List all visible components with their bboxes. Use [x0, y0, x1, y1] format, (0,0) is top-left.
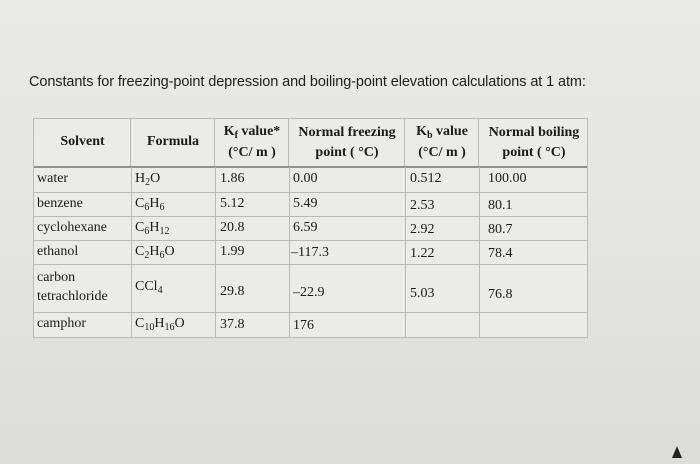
header-formula: Formula — [146, 134, 200, 149]
header-nbp-line1: Normal boiling — [488, 125, 580, 140]
table-row-freezing-point: –117.3 — [291, 245, 329, 260]
table-row-kf: 37.8 — [220, 317, 245, 332]
table-row-solvent: benzene — [37, 196, 83, 211]
table-row-solvent: ethanol — [37, 244, 79, 259]
header-kb-line2: (°C/ m ) — [418, 145, 466, 160]
table-row-kb: 1.22 — [410, 246, 435, 261]
table-row-solvent: carbon — [37, 270, 76, 285]
table-row-kf: 29.8 — [220, 284, 245, 299]
header-nfp-line1: Normal freezing — [298, 125, 396, 140]
table-row-boiling-point: 100.00 — [488, 171, 527, 186]
constants-table — [33, 118, 588, 338]
row-divider — [34, 312, 587, 313]
kb-symbol: K — [416, 124, 427, 139]
table-row-freezing-point: 0.00 — [293, 171, 318, 186]
table-row-kf: 5.12 — [220, 196, 245, 211]
table-row-formula: CCl$_4$ — [135, 279, 163, 296]
kf-value-label: value* — [237, 124, 281, 139]
table-row-kf: 1.99 — [220, 244, 245, 259]
kf-subscript: f — [234, 130, 238, 141]
table-row-kf: 20.8 — [220, 220, 245, 235]
header-divider — [34, 166, 587, 168]
table-row-freezing-point: –22.9 — [293, 285, 325, 300]
table-row-solvent: cyclohexane — [37, 220, 107, 235]
row-divider — [34, 264, 587, 265]
table-caption: Constants for freezing-point depression and boiling-point elevation calculations at 1 atm: — [29, 74, 586, 90]
table-row-freezing-point: 176 — [293, 318, 314, 333]
row-divider — [34, 240, 587, 241]
table-row-freezing-point: 6.59 — [293, 220, 318, 235]
table-row-solvent: camphor — [37, 316, 86, 331]
header-kb-line1 — [405, 124, 479, 143]
table-row-formula: $H_2O$ — [135, 171, 161, 188]
table-row-solvent: water — [37, 171, 69, 186]
table-row-boiling-point: 76.8 — [488, 287, 513, 302]
table-row-boiling-point: 80.1 — [488, 198, 513, 213]
table-row-boiling-point: 78.4 — [488, 246, 513, 261]
header-nfp-line2: point ( °C) — [315, 145, 379, 160]
table-row-boiling-point: 80.7 — [488, 222, 513, 237]
cursor-arrow-icon — [672, 446, 682, 458]
table-row-freezing-point: 5.49 — [293, 196, 318, 211]
table-row-kf: 1.86 — [220, 171, 245, 186]
table-row-kb: 0.512 — [410, 171, 442, 186]
table-row-formula: $C_2H_6O$ — [135, 244, 175, 261]
row-divider — [34, 192, 587, 193]
header-kf-line2: (°C/ m ) — [228, 145, 276, 160]
table-row-kb: 5.03 — [410, 286, 435, 301]
kb-subscript: b — [426, 130, 433, 141]
header-nbp-line2: point ( °C) — [502, 145, 566, 160]
row-divider — [34, 216, 587, 217]
header-kf-line1 — [215, 124, 289, 143]
table-row-formula: $C_6H_{12}$ — [135, 220, 170, 237]
kf-symbol: K — [223, 124, 235, 139]
table-row-kb: 2.92 — [410, 222, 435, 237]
kb-value-label: value — [432, 124, 468, 139]
table-row-formula: $C_{10}H_{16}O$ — [135, 316, 185, 333]
table-row-formula: $C_6H_6$ — [135, 196, 165, 213]
header-solvent: Solvent — [60, 134, 105, 149]
table-row-kb: 2.53 — [410, 198, 435, 213]
table-row-solvent-line2: tetrachloride — [37, 289, 108, 304]
